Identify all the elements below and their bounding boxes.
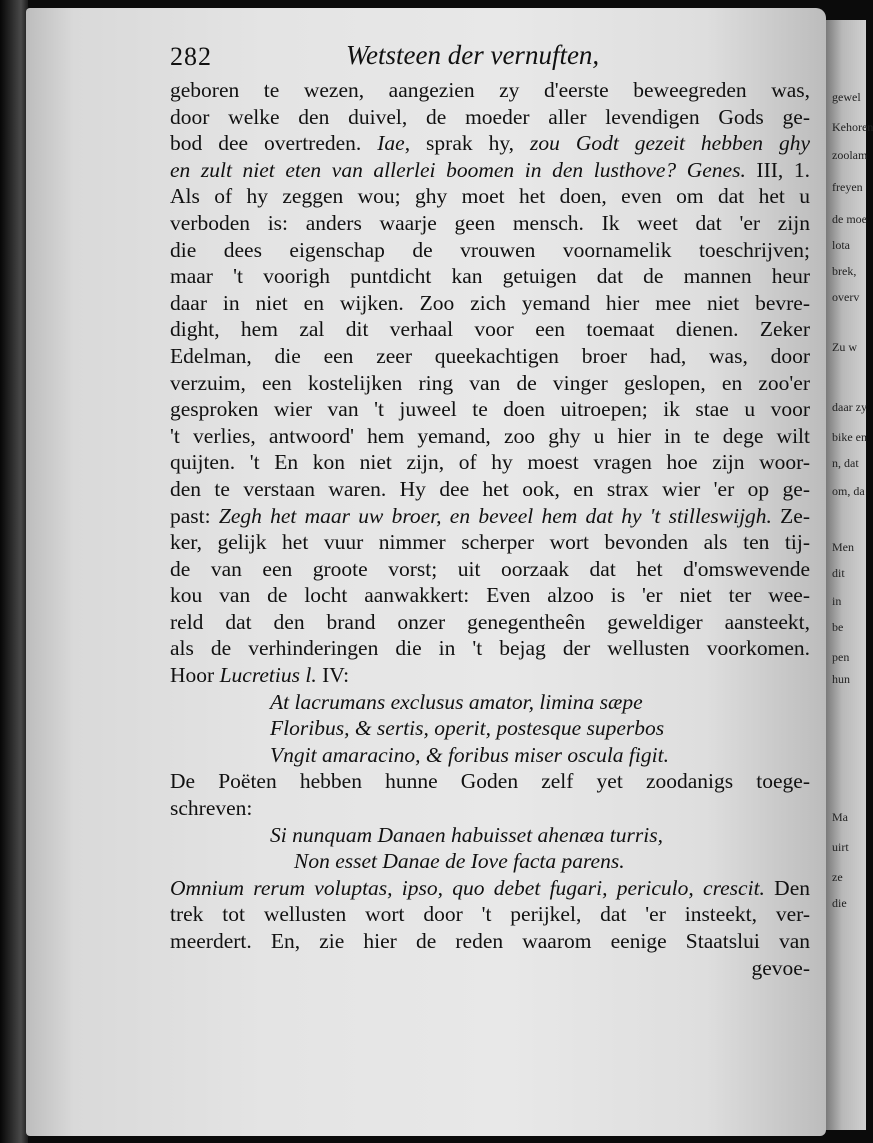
adjacent-page-fragment: be: [832, 620, 844, 634]
text-run: dight, hem zal dit verhaal voor een toemaat dienen. Zeker: [170, 317, 810, 342]
text-line: [170, 795, 810, 822]
text-line: [170, 237, 810, 264]
text-line: [170, 396, 810, 423]
text-run: trek tot wellusten wort door 't perijkel, dat 'er insteekt, ver-: [170, 902, 810, 927]
text-run: bod dee overtreden.: [170, 131, 378, 156]
adjacent-page-fragment: n, dat: [832, 456, 859, 470]
italic-run: Vngit amaracino, & foribus miser oscula figit.: [270, 742, 669, 767]
text-line: [170, 635, 810, 662]
text-run: Hoor: [170, 663, 220, 688]
text-run: die dees eigenschap de vrouwen voornamelik toeschrijven;: [170, 237, 810, 262]
adjacent-page-fragment: ze: [832, 870, 843, 884]
italic-run: en zult niet eten van allerlei boomen in den lusthove? Genes.: [170, 157, 746, 182]
text-run: den te verstaan waren. Hy dee het ook, en strax wier 'er op ge-: [170, 476, 810, 501]
text-line: [170, 715, 810, 742]
text-run: De Poëten hebben hunne Goden zelf yet zoodanigs toege-: [170, 769, 810, 794]
running-title: Wetsteen der vernuften,: [346, 40, 600, 70]
text-run: kou van de locht aanwakkert: Even alzoo is 'er niet ter wee-: [170, 583, 810, 608]
adjacent-page-fragment: dit: [832, 566, 845, 580]
page-number: 282: [170, 42, 212, 71]
text-line: [170, 848, 810, 875]
italic-run: Non esset Danae de Iove facta parens.: [294, 849, 625, 874]
text-run: IV:: [316, 663, 350, 688]
adjacent-page-fragment: gewel: [832, 90, 861, 104]
adjacent-page-fragment: Ma: [832, 810, 848, 824]
italic-run: Iae: [377, 131, 405, 156]
text-line: [170, 609, 810, 636]
text-run: door welke den duivel, de moeder aller levendigen Gods ge-: [170, 104, 810, 129]
text-line: [170, 77, 810, 104]
text-run: gesproken wier van 't juweel te doen uitroepen; ik stae u voor: [170, 397, 810, 422]
text-line: [170, 476, 810, 503]
text-line: [170, 529, 810, 556]
text-run: schreven:: [170, 796, 253, 821]
text-run: , sprak hy,: [404, 131, 531, 156]
text-line: [170, 556, 810, 583]
adjacent-page-fragment: Men: [832, 540, 854, 554]
adjacent-page-fragment: zoolam: [832, 148, 868, 162]
italic-run: Zegh het maar uw broer, en beveel hem dat hy 't stilleswijgh.: [218, 503, 772, 528]
text-line: [170, 768, 810, 795]
adjacent-page-fragment: de moe: [832, 212, 867, 226]
adjacent-page-edge: [826, 20, 873, 1130]
text-line: [170, 290, 810, 317]
text-run: quijten. 't En kon niet zijn, of hy moest vragen hoe zijn woor-: [170, 450, 810, 475]
text-run: geboren te wezen, aangezien zy d'eerste beweegreden was,: [170, 78, 810, 102]
text-line: [170, 503, 810, 530]
text-run: III, 1.: [745, 157, 810, 182]
italic-run: Si nunquam Danaen habuisset ahenæa turris,: [270, 822, 663, 847]
text-run: daar in niet en wijken. Zoo zich yemand hier mee niet bevre-: [170, 290, 810, 315]
adjacent-page-fragment: die: [832, 896, 847, 910]
adjacent-page-fragment: freyen: [832, 180, 863, 194]
text-run: meerdert. En, zie hier de reden waarom eenige Staatslui van: [170, 929, 810, 953]
text-line: [170, 742, 810, 769]
text-line: [170, 582, 810, 609]
text-run: verboden is: anders waarje geen mensch. Ik weet dat 'er zijn: [170, 210, 810, 235]
italic-run: Floribus, & sertis, operit, postesque superbos: [270, 716, 665, 741]
adjacent-page-fragment: Kehoren: [832, 120, 873, 134]
adjacent-page-fragment: daar zy: [832, 400, 867, 414]
text-line: [170, 822, 810, 849]
text-line: [170, 157, 810, 184]
text-line: [170, 104, 810, 131]
adjacent-page-fragment: lota: [832, 238, 850, 252]
text-line: [170, 928, 810, 955]
adjacent-page-fragment: uirt: [832, 840, 849, 854]
text-line: [170, 901, 810, 928]
text-run: verzuim, een kostelijken ring van de vinger geslopen, en zoo'er: [170, 370, 810, 395]
italic-run: At lacrumans exclusus amator, limina sæpe: [270, 689, 643, 714]
adjacent-page-fragment: Zu w: [832, 340, 857, 354]
text-line: [170, 343, 810, 370]
body-text: [170, 77, 810, 981]
italic-run: Omnium rerum voluptas, ipso, quo debet fugari, periculo, crescit.: [170, 875, 765, 900]
italic-run: zou Godt gezeit hebben ghy: [530, 131, 810, 156]
text-run: Edelman, die een zeer queekachtigen broer had, was, door: [170, 343, 810, 368]
book-spine-edge: [0, 0, 28, 1143]
text-line: [170, 689, 810, 716]
text-run: Als of hy zeggen wou; ghy moet het doen, even om dat het u: [170, 184, 810, 209]
adjacent-page-fragment: bike en: [832, 430, 867, 444]
page-header: [170, 40, 810, 80]
text-line: [170, 662, 810, 689]
italic-run: Lucretius l.: [219, 663, 317, 688]
text-run: als de verhinderingen die in 't bejag der wellusten voorkomen.: [170, 636, 810, 661]
text-run: ker, gelijk het vuur nimmer scherper wort bevonden als ten tij-: [170, 530, 810, 555]
text-line: [170, 423, 810, 450]
adjacent-page-fragment: in: [832, 594, 842, 608]
adjacent-page-fragment: pen: [832, 650, 850, 664]
text-line: [170, 183, 810, 210]
text-line: [170, 316, 810, 343]
text-line: [170, 875, 810, 902]
text-run: Ze-: [771, 503, 810, 528]
text-line: [170, 449, 810, 476]
text-run: past:: [170, 503, 219, 528]
text-run: de van een groote vorst; uit oorzaak dat het d'omswevende: [170, 556, 810, 581]
adjacent-page-fragment: brek,: [832, 264, 857, 278]
adjacent-page-fragment: om, da: [832, 484, 865, 498]
adjacent-page-fragment: hun: [832, 672, 850, 686]
text-line: [170, 955, 810, 982]
text-run: gevoe-: [751, 955, 810, 980]
text-line: [170, 263, 810, 290]
text-run: reld dat den brand onzer genegentheên geweldiger aansteekt,: [170, 609, 810, 634]
text-line: [170, 130, 810, 157]
text-run: 't verlies, antwoord' hem yemand, zoo ghy u hier in te dege wilt: [170, 423, 810, 448]
text-run: Den: [764, 875, 810, 900]
text-run: maar 't voorigh puntdicht kan getuigen dat de mannen heur: [170, 264, 810, 289]
text-line: [170, 370, 810, 397]
adjacent-page-fragment: overv: [832, 290, 860, 304]
text-line: [170, 210, 810, 237]
